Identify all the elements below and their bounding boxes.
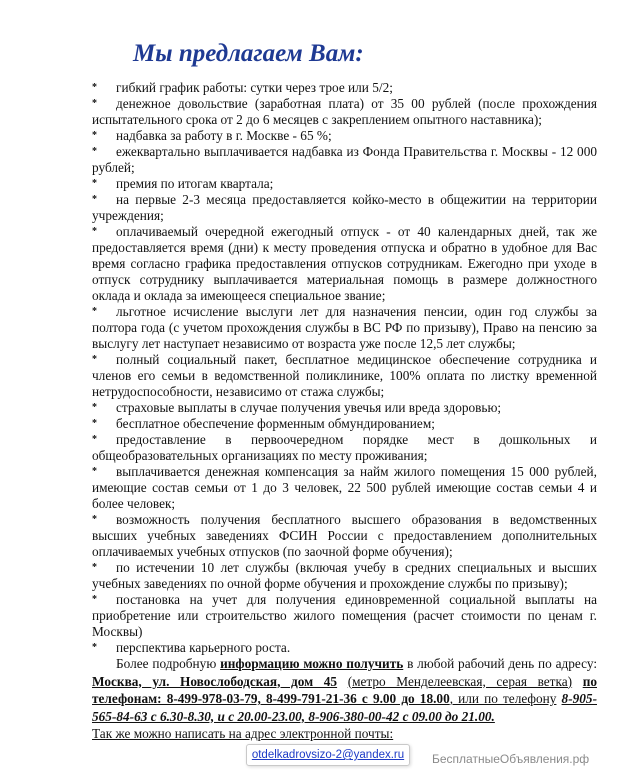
contact-intro [92,655,597,725]
list-item-text: перспектива карьерного роста. [116,640,291,655]
bullet-icon: * [92,402,97,413]
list-item [92,304,597,352]
list-item [92,592,597,640]
list-item-text: на первые 2-3 месяца предоставляется койко-место в общежитии на территории учреждения; [92,192,597,223]
contact-phones: по телефонам: 8-499-978-03-79, 8-499-791-21-36 с 9.00 до 18.00 [92,673,597,706]
contact-address: Москва, ул. Новослободская, дом 45 [92,673,338,689]
list-item-text: предоставление в первоочередном порядке мест в дошкольных и общеобразовательных организациях по месту проживания; [92,432,597,463]
list-item [92,352,597,400]
email-note: Так же можно написать на адрес электронной почты: [92,726,394,741]
contact-phone-line: 8-905-565-84-63 с 6.30-8.30, и с 20.00-23.00, 8-906-380-00-42 с 09.00 до 21.00. [92,691,597,724]
list-item-text: денежное довольствие (заработная плата) от 35 00 рублей (после прохождения испытательного срока от 2 до 6 месяцев с закреплением опытного наставника); [92,96,597,127]
list-item [92,432,597,464]
contact-metro: (метро Менделеевская, серая ветка) [347,673,573,689]
list-item [92,400,597,416]
list-item-text: надбавка за работу в г. Москве - 65 %; [116,128,332,143]
list-item [92,96,597,128]
bullet-icon: * [92,562,97,573]
email-link[interactable]: otdelkadrovsizo-2@yandex.ru [246,744,410,766]
bullet-icon: * [92,98,97,109]
list-item-text: бесплатное обеспечение форменным обмундированием; [116,416,435,431]
list-item [92,224,597,304]
benefits-list [92,80,597,656]
watermark: БесплатныеОбъявления.рф [432,752,590,766]
contact-text-2: в любой рабочий день по адресу: [407,656,598,671]
bullet-icon: * [92,466,97,477]
list-item [92,464,597,512]
bullet-icon: * [92,594,97,605]
list-item-text: гибкий график работы: сутки через трое или 5/2; [116,80,393,95]
list-item-text: выплачивается денежная компенсация за найм жилого помещения 15 000 рублей, имеющие состав семьи от 1 до 3 человек, 22 500 рублей имеющие состав семьи 4 и более человек; [92,464,597,511]
bullet-icon: * [92,178,97,189]
list-item [92,176,597,192]
list-item-text: оплачиваемый очередной ежегодный отпуск - от 40 календарных дней, так же предоставляется время (дни) к месту проведения отпуска и обратно в удобное для Вас время согласно графика предоставления отпусков сотрудникам. Ежегодно при уходе в отпуск сотруднику выплачивается материальная помощь в размере должностного оклада и оклада за имеющееся специальное звание; [92,224,597,303]
bullet-icon: * [92,194,97,205]
list-item [92,128,597,144]
bullet-icon: * [92,434,97,445]
bullet-icon: * [92,418,97,429]
list-item [92,80,597,96]
page-title: Мы предлагаем Вам: [133,40,364,67]
bullet-icon: * [92,514,97,525]
list-item-text: страховые выплаты в случае получения увечья или вреда здоровью; [116,400,502,415]
list-item-text: постановка на учет для получения единовременной социальной выплаты на приобретение или строительство жилого помещения (расчет стоимости по ценам г. Москвы) [92,592,597,639]
list-item-text: полный социальный пакет, бесплатное медицинское обеспечение сотрудника и членов его семьи в ведомственной поликлинике, 100% оплата по листку временной нетрудоспособности, независимо от стажа службы; [92,352,597,399]
list-item [92,192,597,224]
list-item [92,144,597,176]
list-item [92,640,597,656]
list-item-text: премия по итогам квартала; [116,176,274,191]
contact-text: Более подробную [116,656,217,671]
list-item [92,560,597,592]
bullet-icon: * [92,226,97,237]
list-item-text: льготное исчисление выслуги лет для назначения пенсии, один год службы за полтора года (с учетом прохождения службы в ВС РФ по призыву), Право на пенсию за выслугу лет наступает независимо от возраста уже после 12,5 лет службы; [92,304,597,351]
bullet-icon: * [92,642,97,653]
bullet-icon: * [92,146,97,157]
bullet-icon: * [92,82,97,93]
list-item-text: по истечении 10 лет службы (включая учебу в средних специальных и высших учебных заведениях по очной форме обучения и прохождение службы по призыву); [92,560,597,591]
contact-section [92,655,597,743]
list-item [92,512,597,560]
contact-phones-or: , или по телефону [449,691,557,706]
list-item-text: возможность получения бесплатного высшего образования в ведомственных высших учебных заведениях ФСИН России с предоставлением дополнительных оплачиваемых учебных отпусков (по заочной форме обучения); [92,512,597,559]
bullet-icon: * [92,306,97,317]
list-item [92,416,597,432]
bullet-icon: * [92,130,97,141]
contact-emphasis: информацию можно получить [220,656,404,671]
list-item-text: ежеквартально выплачивается надбавка из Фонда Правительства г. Москвы - 12 000 рублей; [92,144,597,175]
bullet-icon: * [92,354,97,365]
